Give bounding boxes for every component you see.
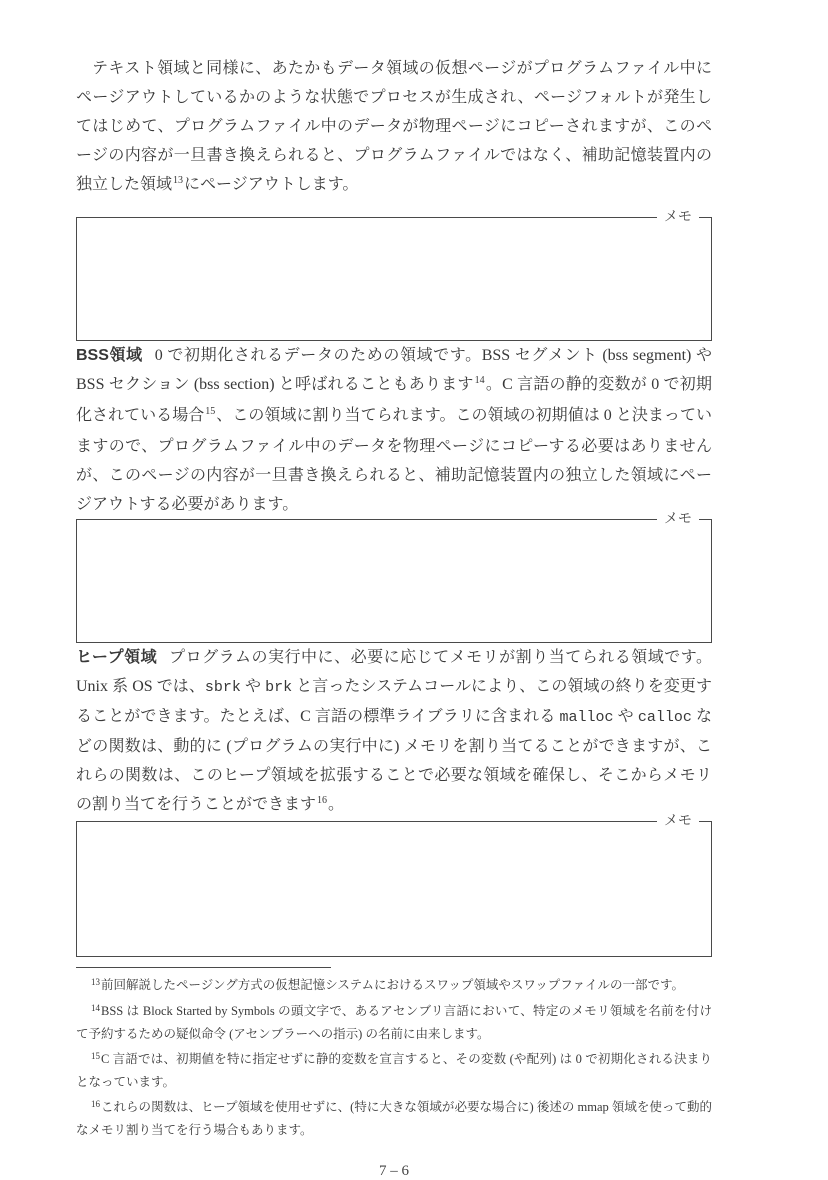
footnote-marker: 15	[205, 406, 216, 417]
footnote-13	[76, 974, 712, 997]
text-column	[76, 54, 712, 1180]
memo-box-label: メモ	[657, 510, 699, 529]
memo-box-1	[76, 210, 712, 341]
text-run: テキスト領域と同様に、あたかもデータ領域の仮想ページがプログラムファイル中にページアウトしているかのような状態でプロセスが生成され、ページフォルトが発生してはじめて、プログラムファイル中のデータが物理ページにコピーされますが、このページの内容が一旦書き換えられると、プログラムファイルではなく、補助記憶装置内の独立した領域	[76, 60, 712, 193]
footnote-marker: 14	[474, 375, 485, 386]
text-run: 0 で初期化されるデータのための領域です。BSS セグメント (bss segment) や BSS セクション (bss section) と呼ばれることもあります	[76, 347, 712, 393]
text-run: や	[240, 678, 266, 695]
footnote-marker: 13	[173, 175, 184, 186]
footnote-15	[76, 1048, 712, 1093]
footnote-marker: 14	[91, 1003, 100, 1013]
footnote-16	[76, 1096, 712, 1141]
code-text: malloc	[559, 709, 614, 726]
text-run: C 言語では、初期値を特に指定せずに静的変数を宣言すると、その変数 (や配列) は 0 で初期化される決まりとなっています。	[76, 1052, 712, 1089]
footnote-separator-rule	[76, 967, 331, 968]
code-text: brk	[265, 679, 293, 696]
footnote-marker: 16	[91, 1099, 100, 1109]
text-run: などの関数は、動的に (プログラムの実行中に) メモリを割り当てることができますが、これらの関数は、このヒープ領域を拡張することで必要な領域を確保し、そこからメモリの割り当てを行うことができます	[76, 708, 712, 813]
code-text: sbrk	[204, 679, 241, 696]
heap-section-paragraph	[76, 643, 712, 821]
memo-box-label: メモ	[657, 208, 699, 227]
footnote-14	[76, 1000, 712, 1045]
text-run: 。C 言語の静的変数が 0 で初期化されている場合	[76, 376, 712, 424]
text-run: プログラムの実行中に、必要に応じてメモリが割り当てられる領域です。Unix 系 OS では、	[76, 649, 713, 695]
text-run: これらの関数は、ヒープ領域を使用せずに、(特に大きな領域が必要な場合に) 後述の mmap 領域を使って動的なメモリ割り当てを行う場合もあります。	[76, 1100, 712, 1137]
section-heading: BSS領域	[76, 347, 143, 364]
intro-paragraph	[76, 54, 712, 201]
bss-section-paragraph	[76, 341, 712, 519]
footnote-marker: 15	[91, 1051, 100, 1061]
text-run: にページアウトします。	[184, 176, 359, 193]
footnote-marker: 16	[317, 795, 328, 806]
footnote-marker: 13	[91, 977, 100, 987]
text-run: 、この領域に割り当てられます。この領域の初期値は 0 と決まっていますので、プログラムファイル中のデータを物理ページにコピーする必要はありませんが、このページの内容が一旦書き換えられると、補助記憶装置内の独立した領域にページアウトする必要があります。	[76, 407, 712, 513]
text-run: 前回解説したページング方式の仮想記憶システムにおけるスワップ領域やスワップファイルの一部です。	[101, 978, 684, 992]
section-heading: ヒープ領域	[76, 649, 158, 666]
code-text: calloc	[637, 709, 692, 726]
page-number: 7 – 6	[379, 1163, 409, 1179]
memo-box-label: メモ	[657, 812, 699, 831]
text-run: や	[613, 708, 638, 725]
memo-box-2	[76, 512, 712, 643]
text-run: 。	[328, 796, 345, 813]
text-run: と言ったシステムコールにより、この領域の終りを変更することができます。たとえば、C 言語の標準ライブラリに含まれる	[76, 678, 712, 725]
text-run: BSS は Block Started by Symbols の頭文字で、あるアセンブリ言語において、特定のメモリ領域を名前を付けて予約するための疑似命令 (アセンブラーへの指示) の名前に由来します。	[76, 1004, 712, 1041]
memo-box-3	[76, 814, 712, 957]
